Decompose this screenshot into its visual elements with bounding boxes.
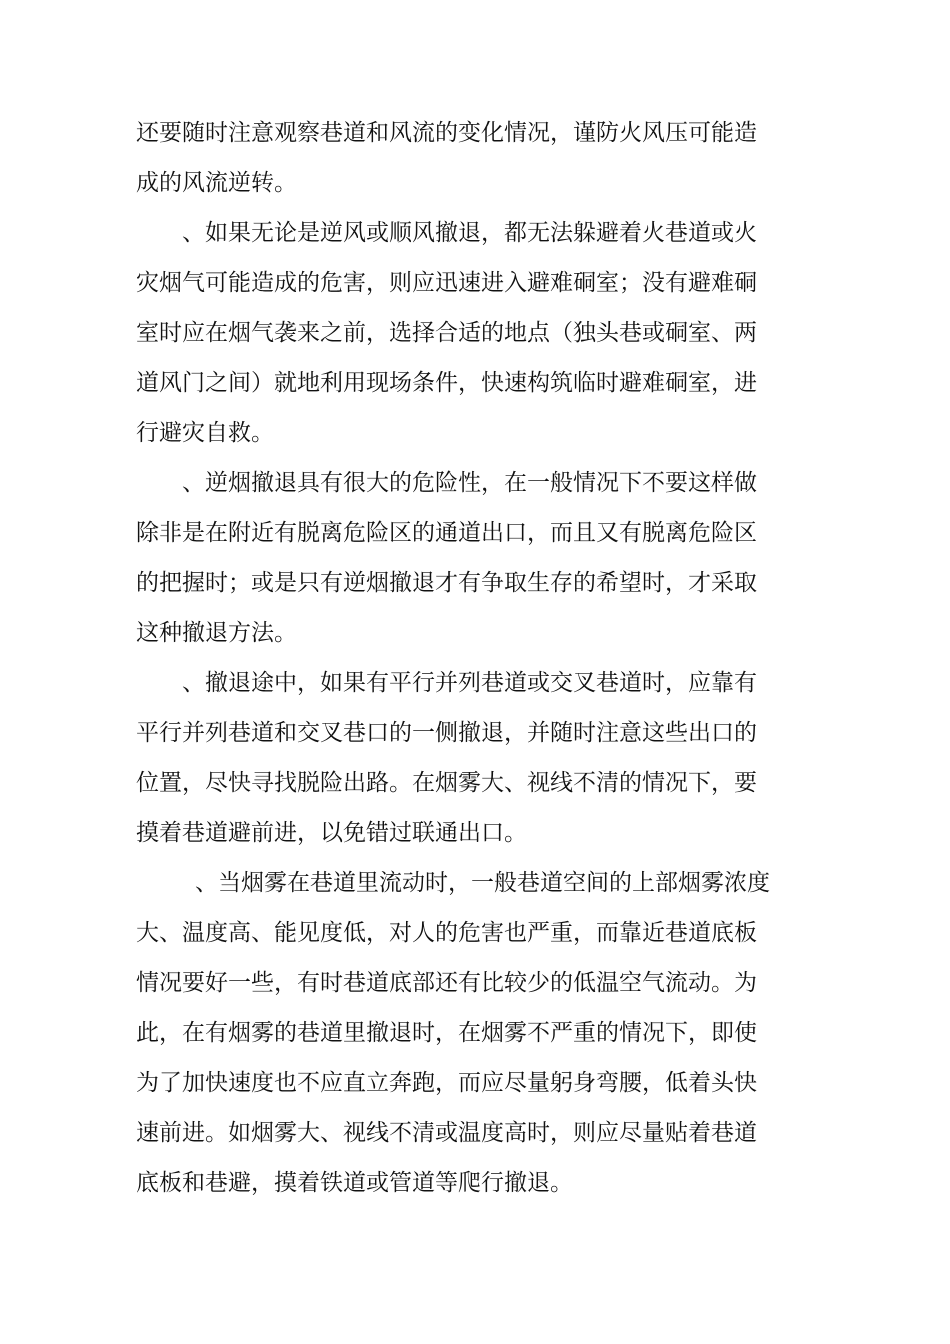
text-line: 此，在有烟雾的巷道里撤退时，在烟雾不严重的情况下，即使 — [136, 1020, 757, 1046]
text-line: 、逆烟撤退具有很大的危险性，在一般情况下不要这样做 — [182, 470, 757, 496]
text-line: 位置，尽快寻找脱险出路。在烟雾大、视线不清的情况下，要 — [136, 770, 757, 796]
text-line: 室时应在烟气袭来之前，选择合适的地点（独头巷或硐室、两 — [136, 320, 757, 346]
text-line: 灾烟气可能造成的危害，则应迅速进入避难硐室；没有避难硐 — [136, 270, 757, 296]
text-line: 速前进。如烟雾大、视线不清或温度高时，则应尽量贴着巷道 — [136, 1120, 757, 1146]
text-line: 这种撤退方法。 — [136, 620, 297, 646]
text-line: 情况要好一些，有时巷道底部还有比较少的低温空气流动。为 — [136, 970, 757, 996]
text-line: 大、温度高、能见度低，对人的危害也严重，而靠近巷道底板 — [136, 920, 757, 946]
text-line: 还要随时注意观察巷道和风流的变化情况，谨防火风压可能造 — [136, 120, 757, 146]
text-line: 的把握时；或是只有逆烟撤退才有争取生存的希望时，才采取 — [136, 570, 757, 596]
text-line: 、如果无论是逆风或顺风撤退，都无法躲避着火巷道或火 — [182, 220, 757, 246]
text-line: 、当烟雾在巷道里流动时，一般巷道空间的上部烟雾浓度 — [195, 870, 770, 896]
text-line: 行避灾自救。 — [136, 420, 274, 446]
text-line: 底板和巷避，摸着铁道或管道等爬行撤退。 — [136, 1170, 573, 1196]
text-line: 摸着巷道避前进，以免错过联通出口。 — [136, 820, 527, 846]
text-line: 为了加快速度也不应直立奔跑，而应尽量躬身弯腰，低着头快 — [136, 1070, 757, 1096]
text-line: 成的风流逆转。 — [136, 170, 297, 196]
text-line: 道风门之间）就地利用现场条件，快速构筑临时避难硐室，进 — [136, 370, 757, 396]
text-line: 除非是在附近有脱离危险区的通道出口，而且又有脱离危险区 — [136, 520, 757, 546]
text-line: 、撤退途中，如果有平行并列巷道或交叉巷道时，应靠有 — [182, 670, 757, 696]
text-line: 平行并列巷道和交叉巷口的一侧撤退，并随时注意这些出口的 — [136, 720, 757, 746]
